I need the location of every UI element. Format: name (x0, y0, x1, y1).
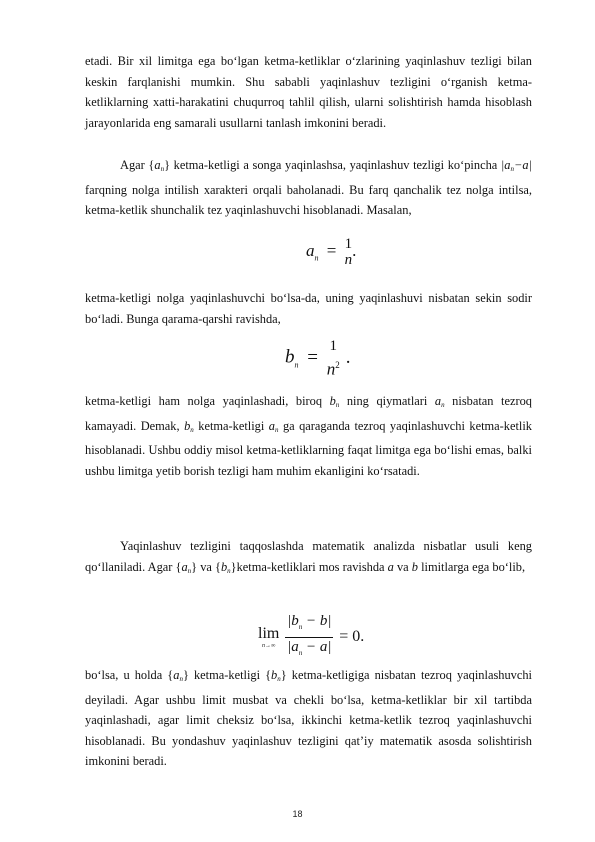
denominator: n (344, 252, 353, 268)
lim-subscript: n→∞ (262, 642, 276, 649)
num-sub: n (298, 623, 303, 631)
period: . (345, 346, 351, 368)
formula-an (306, 236, 356, 268)
sub-n: n (510, 165, 515, 173)
text: nisbatan tezroq kamayadi. Demak, (85, 394, 532, 433)
formula-lhs: a (306, 240, 315, 260)
var-a: a (387, 559, 394, 574)
paragraph-conclusion (85, 665, 532, 772)
text: bo‘lsa, u holda { (85, 668, 174, 682)
num-expr-end: − b| (302, 613, 332, 629)
paragraph-faster (85, 391, 532, 481)
sub-n: n (190, 425, 194, 434)
limit-rhs: = 0. (339, 627, 365, 645)
text: } va { (191, 559, 221, 574)
paragraph-intro: etadi. Bir xil limitga ega bo‘lgan ketma-ketliklar o‘zlarining yaqinlashuv tezligi bilan keskin farqlanishi mumkin. Shu sababli yaqinlashuv tezligini o‘rganish ketma-ketliklarning xatti-harakatini chuqurroq tahlil qilish, ularni solishtirish hamda hisoblash jarayonlarida eng samarali usullarni tanlash imkonini beradi. (85, 54, 532, 130)
page-number: 18 (292, 809, 303, 819)
denominator-var: n (326, 359, 336, 379)
sub-n: n (179, 675, 183, 683)
var-b: b (271, 668, 278, 682)
ratio-numerator (285, 612, 333, 637)
sub-n: n (227, 566, 231, 575)
text: limitlarga ega bo‘lib, (417, 559, 526, 574)
paragraph-ratio-method (85, 536, 532, 581)
text: ketma-ketligi ham nolga yaqinlashadi, biroq (85, 394, 330, 408)
var-a: a (154, 158, 161, 172)
denominator (327, 355, 340, 380)
sub-n: n (441, 401, 445, 409)
den-sub: n (298, 649, 303, 657)
text: }ketma-ketliklari mos ravishda (230, 559, 388, 574)
text: ga qaraganda tezroq yaqinlashuvchi ketma-ketlik hisoblanadi. Ushbu oddiy misol ketma-ketliklarning faqat limitga ega bo‘lishi emas, balki ushbu limitga yetib borish tezligi ham muhim ekanligini ko‘rsatadi. (85, 418, 532, 478)
var-a: a (434, 394, 442, 408)
abs-expr-end: −a| (514, 158, 532, 172)
formula-sub: n (314, 253, 319, 263)
var-b: b (411, 559, 418, 574)
paragraph-convergence-rate (85, 155, 532, 221)
numerator: 1 (344, 236, 353, 252)
period: . (352, 240, 357, 260)
text: va (393, 559, 412, 574)
text: } ketma-ketligiga nisbatan tezroq yaqinlashuvchi deyiladi. Agar ushbu limit musbat va chekli bo‘lsa, ketma-ketliklar bir xil tartibda yaqinlashadi, agar limit cheksiz bo‘lsa, ikkinchi ketma-ketlik tezroq yaqinlashuvchi hisoblanadi. Bu yondashuv yaqinlashuv tezligini qat’iy matematik asosda solishtirish imkonini beradi. (85, 668, 532, 769)
text: ning qiymatlari (339, 394, 435, 408)
var-a: a (268, 418, 275, 433)
fraction (327, 337, 340, 380)
var-b: b (329, 394, 336, 408)
abs-expr: |a (500, 158, 511, 172)
var-a: a (173, 668, 180, 682)
den-expr-end: − a| (302, 639, 332, 655)
limit-operator (258, 626, 279, 650)
formula-sub: n (294, 360, 299, 370)
text: Yaqinlashuv tezligini taqqoslashda matematik analizda nisbatlar usuli keng qo‘llaniladi. Agar { (85, 539, 532, 574)
sub-n: n (274, 425, 279, 434)
fraction (345, 236, 353, 268)
equals-sign: = (326, 240, 337, 260)
lim-text: lim (258, 624, 280, 642)
var-b: b (220, 559, 228, 574)
formula-lhs: b (285, 346, 295, 368)
numerator: 1 (329, 338, 337, 354)
text: ketma-ketligi (193, 418, 269, 433)
sub-n: n (335, 401, 340, 409)
text: Agar { (120, 158, 155, 172)
ratio-fraction (285, 612, 333, 663)
var-b: b (184, 418, 191, 433)
exponent: 2 (335, 360, 340, 370)
den-expr: |a (287, 639, 299, 655)
text: } ketma-ketligi { (182, 668, 272, 682)
sub-n: n (160, 165, 165, 173)
formula-limit-ratio (258, 612, 364, 663)
text: farqning nolga intilish xarakteri orqali baholanadi. Bu farq qanchalik tez nolga intilsa, ketma-ketlik shunchalik tez yaqinlashuvchi hisoblanadi. Masalan, (85, 182, 532, 218)
text: } ketma-ketligi a songa yaqinlashsa, yaqinlashuv tezligi ko‘pincha (164, 158, 501, 172)
paragraph-slow: ketma-ketligi nolga yaqinlashuvchi bo‘lsa-da, uning yaqinlashuvi nisbatan sekin sodir bo‘ladi. Bunga qarama-qarshi ravishda, (85, 291, 532, 326)
num-expr: |b (287, 613, 299, 629)
var-a: a (181, 559, 188, 574)
ratio-denominator (285, 637, 333, 663)
sub-n: n (187, 566, 192, 575)
formula-bn (285, 337, 350, 380)
equals-sign: = (307, 346, 318, 368)
sub-n: n (277, 675, 281, 683)
